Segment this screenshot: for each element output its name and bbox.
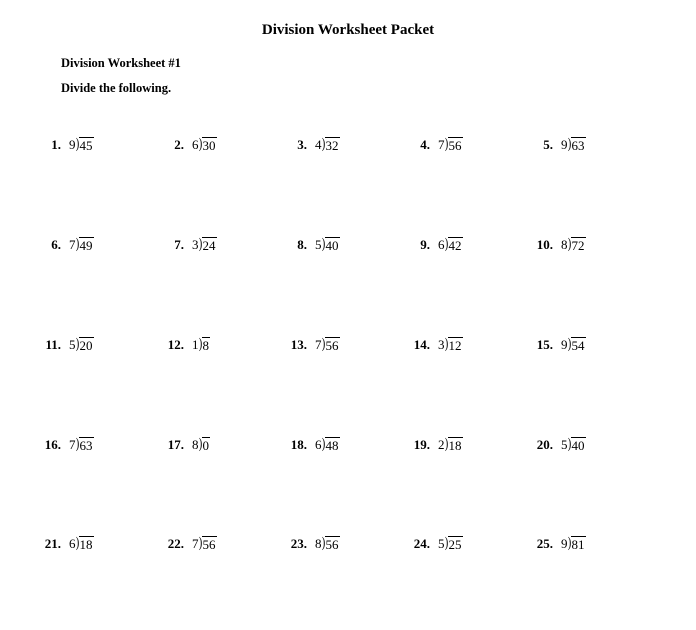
long-division-bracket-icon: ): [198, 335, 202, 352]
long-division-bracket-icon: ): [198, 435, 202, 452]
divisor: 1: [192, 337, 199, 352]
problem-number: 23.: [290, 536, 307, 551]
problem-14: [404, 336, 463, 354]
problem-number: 24.: [413, 536, 430, 551]
problem-11: [35, 336, 94, 354]
divisor: 6: [438, 237, 445, 252]
dividend: 30: [202, 138, 216, 153]
problem-17: [158, 436, 210, 454]
long-division-bracket-icon: ): [75, 135, 79, 152]
long-division-bracket-icon: ): [75, 235, 79, 252]
long-division-bracket-icon: ): [198, 135, 202, 152]
long-division-bracket-icon: ): [567, 235, 571, 252]
problem-number: 6.: [51, 237, 61, 252]
problem-number: 9.: [420, 237, 430, 252]
problem-25: [527, 535, 586, 553]
divisor: 7: [192, 536, 199, 551]
dividend: 24: [202, 238, 216, 253]
dividend: 8: [202, 338, 209, 353]
problem-number: 3.: [297, 137, 307, 152]
problem-23: [281, 535, 340, 553]
long-division-bracket-icon: ): [75, 335, 79, 352]
problem-number: 2.: [174, 137, 184, 152]
long-division-bracket-icon: ): [198, 534, 202, 551]
long-division-bracket-icon: ): [75, 534, 79, 551]
problem-number: 1.: [51, 137, 61, 152]
dividend: 40: [571, 438, 585, 453]
long-division-bracket-icon: ): [321, 135, 325, 152]
divisor: 8: [192, 437, 199, 452]
problem-13: [281, 336, 340, 354]
problem-18: [281, 436, 340, 454]
dividend: 42: [448, 238, 462, 253]
dividend: 63: [571, 138, 585, 153]
dividend: 81: [571, 537, 585, 552]
problem-24: [404, 535, 463, 553]
dividend: 32: [325, 138, 339, 153]
problem-number: 18.: [290, 437, 307, 452]
long-division-bracket-icon: ): [567, 534, 571, 551]
dividend: 40: [325, 238, 339, 253]
long-division-bracket-icon: ): [444, 335, 448, 352]
long-division-bracket-icon: ): [567, 435, 571, 452]
dividend: 18: [79, 537, 93, 552]
problem-5: [527, 136, 586, 154]
problem-22: [158, 535, 217, 553]
long-division-bracket-icon: ): [444, 135, 448, 152]
problem-number: 13.: [290, 337, 307, 352]
divisor: 7: [438, 137, 445, 152]
problem-number: 16.: [44, 437, 61, 452]
long-division-bracket-icon: ): [567, 135, 571, 152]
divisor: 5: [438, 536, 445, 551]
problem-number: 4.: [420, 137, 430, 152]
dividend: 20: [79, 338, 93, 353]
long-division-bracket-icon: ): [321, 534, 325, 551]
problem-number: 20.: [536, 437, 553, 452]
divisor: 9: [561, 337, 568, 352]
divisor: 3: [438, 337, 445, 352]
problem-4: [404, 136, 463, 154]
dividend: 45: [79, 138, 93, 153]
dividend: 56: [325, 537, 339, 552]
long-division-bracket-icon: ): [444, 235, 448, 252]
divisor: 6: [315, 437, 322, 452]
problem-7: [158, 236, 217, 254]
problem-1: [35, 136, 94, 154]
divisor: 5: [561, 437, 568, 452]
long-division-bracket-icon: ): [75, 435, 79, 452]
instructions: Divide the following.: [61, 81, 172, 95]
divisor: 8: [315, 536, 322, 551]
divisor: 6: [69, 536, 76, 551]
problem-number: 15.: [536, 337, 553, 352]
divisor: 4: [315, 137, 322, 152]
problem-16: [35, 436, 94, 454]
problem-15: [527, 336, 586, 354]
problem-number: 14.: [413, 337, 430, 352]
problem-number: 7.: [174, 237, 184, 252]
divisor: 7: [69, 237, 76, 252]
divisor: 5: [69, 337, 76, 352]
dividend: 56: [325, 338, 339, 353]
problem-8: [281, 236, 340, 254]
problem-number: 8.: [297, 237, 307, 252]
dividend: 12: [448, 338, 462, 353]
dividend: 0: [202, 438, 209, 453]
long-division-bracket-icon: ): [444, 435, 448, 452]
dividend: 63: [79, 438, 93, 453]
divisor: 7: [315, 337, 322, 352]
worksheet-subtitle: Division Worksheet #1: [61, 56, 181, 70]
problem-20: [527, 436, 586, 454]
problem-19: [404, 436, 463, 454]
dividend: 48: [325, 438, 339, 453]
divisor: 5: [315, 237, 322, 252]
problem-number: 21.: [44, 536, 61, 551]
divisor: 7: [69, 437, 76, 452]
page-title: Division Worksheet Packet: [261, 22, 435, 38]
problem-number: 19.: [413, 437, 430, 452]
dividend: 18: [448, 438, 462, 453]
problem-number: 25.: [536, 536, 553, 551]
problem-12: [158, 336, 210, 354]
divisor: 8: [561, 237, 568, 252]
problem-21: [35, 535, 94, 553]
dividend: 72: [571, 238, 585, 253]
long-division-bracket-icon: ): [567, 335, 571, 352]
divisor: 6: [192, 137, 199, 152]
divisor: 9: [561, 137, 568, 152]
long-division-bracket-icon: ): [444, 534, 448, 551]
dividend: 56: [448, 138, 462, 153]
long-division-bracket-icon: ): [321, 335, 325, 352]
problem-9: [404, 236, 463, 254]
problem-number: 5.: [543, 137, 553, 152]
problem-number: 17.: [167, 437, 184, 452]
long-division-bracket-icon: ): [321, 435, 325, 452]
problem-6: [35, 236, 94, 254]
dividend: 56: [202, 537, 216, 552]
divisor: 9: [561, 536, 568, 551]
dividend: 54: [571, 338, 585, 353]
problem-number: 11.: [45, 337, 61, 352]
divisor: 2: [438, 437, 445, 452]
long-division-bracket-icon: ): [321, 235, 325, 252]
problem-2: [158, 136, 217, 154]
divisor: 9: [69, 137, 76, 152]
problem-number: 10.: [536, 237, 553, 252]
problem-number: 22.: [167, 536, 184, 551]
problem-10: [527, 236, 586, 254]
dividend: 49: [79, 238, 93, 253]
long-division-bracket-icon: ): [198, 235, 202, 252]
dividend: 25: [448, 537, 462, 552]
problem-3: [281, 136, 340, 154]
divisor: 3: [192, 237, 199, 252]
problem-number: 12.: [167, 337, 184, 352]
